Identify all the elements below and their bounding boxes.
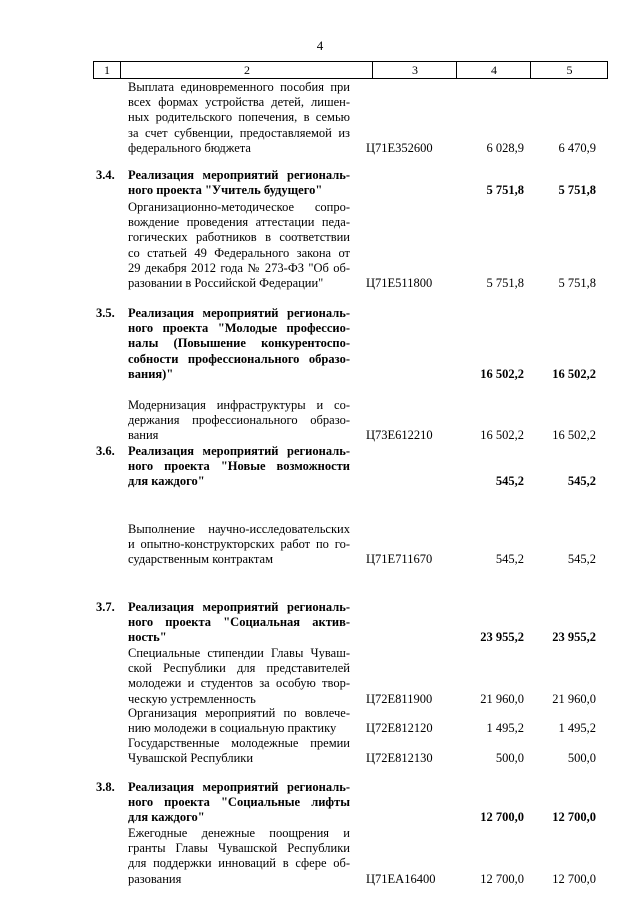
row-number: 3.8. bbox=[96, 780, 115, 794]
description-line: Организация мероприятий по вовлече- bbox=[128, 706, 350, 720]
header-cell-1: 1 bbox=[104, 63, 110, 77]
description-line: ного проекта "Социальные лифты bbox=[128, 795, 350, 810]
description-line: вождение проведения аттестации педа- bbox=[128, 215, 350, 230]
description-line: для каждого" bbox=[128, 474, 205, 489]
row-description bbox=[128, 444, 350, 490]
header-cell-3: 3 bbox=[372, 62, 457, 78]
description-line: вания bbox=[128, 428, 159, 443]
description-line: Реализация мероприятий региональ- bbox=[128, 444, 350, 458]
row-value-col4: 6 028,9 bbox=[486, 140, 524, 155]
header-cell-4: 4 bbox=[456, 62, 531, 78]
description-line: Выплата единовременного пособия при bbox=[128, 80, 350, 94]
row-value-col5: 21 960,0 bbox=[552, 691, 596, 706]
row-value-col5: 16 502,2 bbox=[552, 366, 596, 381]
row-description bbox=[128, 200, 350, 291]
row-description bbox=[128, 780, 350, 826]
description-line: и опытно-конструкторских работ по го- bbox=[128, 537, 350, 552]
row-value-col4: 5 751,8 bbox=[486, 276, 524, 290]
row-value-col5: 5 751,8 bbox=[558, 276, 596, 290]
header-cell-2: 2 bbox=[120, 62, 373, 78]
row-value-col5: 545,2 bbox=[567, 552, 596, 567]
description-line: разования bbox=[128, 871, 182, 886]
description-line: Реализация мероприятий региональ- bbox=[128, 600, 350, 614]
row-number: 3.5. bbox=[96, 306, 115, 320]
row-value-col5: 545,2 bbox=[567, 474, 596, 489]
row-description bbox=[128, 736, 350, 766]
row-value-col5: 16 502,2 bbox=[552, 428, 596, 443]
description-line: Реализация мероприятий региональ- bbox=[128, 306, 350, 320]
description-line: всех формах устройства детей, лишен- bbox=[128, 95, 350, 110]
row-code: Ц71Е511800 bbox=[366, 276, 433, 290]
row-value-col5: 6 470,9 bbox=[558, 140, 596, 155]
description-line: Государственные молодежные премии bbox=[128, 736, 350, 750]
row-code: Ц73Е612210 bbox=[366, 428, 433, 443]
row-number: 3.6. bbox=[96, 444, 115, 458]
row-description bbox=[128, 398, 350, 444]
description-line: для поддержки инноваций в сфере об- bbox=[128, 856, 350, 871]
description-line: ного проекта "Учитель будущего" bbox=[128, 183, 323, 198]
description-line: ской Республики для представителей bbox=[128, 661, 350, 676]
description-line: ческую устремленность bbox=[128, 691, 256, 706]
row-number: 3.4. bbox=[96, 168, 115, 182]
row-value-col4: 21 960,0 bbox=[480, 691, 524, 706]
row-code: Ц72Е812130 bbox=[366, 751, 433, 766]
row-value-col4: 5 751,8 bbox=[486, 183, 524, 198]
description-line: федерального бюджета bbox=[128, 140, 251, 155]
page-number: 4 bbox=[316, 38, 324, 53]
row-value-col4: 16 502,2 bbox=[480, 366, 524, 381]
description-line: ного проекта "Новые возможности bbox=[128, 459, 350, 474]
description-line: собности профессионального образо- bbox=[128, 351, 350, 366]
row-code: Ц72Е812120 bbox=[366, 721, 433, 736]
description-line: налы (Повышение конкурентоспо- bbox=[128, 336, 350, 351]
description-line: Специальные стипендии Главы Чуваш- bbox=[128, 646, 350, 660]
description-line: Чувашской Республики bbox=[128, 751, 254, 766]
description-line: Ежегодные денежные поощрения и bbox=[128, 826, 350, 840]
table-header bbox=[93, 61, 608, 79]
description-line: нию молодежи в социальную практику bbox=[128, 721, 337, 736]
row-code: Ц72Е811900 bbox=[366, 691, 433, 706]
description-line: ного проекта "Молодые профессио- bbox=[128, 321, 350, 336]
row-description bbox=[128, 706, 350, 736]
description-line: 29 декабря 2012 года № 273-ФЗ "Об об- bbox=[128, 260, 350, 275]
row-value-col4: 500,0 bbox=[495, 751, 524, 766]
description-line: для каждого" bbox=[128, 810, 205, 825]
description-line: гранты Главы Чувашской Республики bbox=[128, 841, 350, 856]
row-value-col4: 545,2 bbox=[495, 474, 524, 489]
row-code: Ц71Е352600 bbox=[366, 140, 433, 155]
description-line: Выполнение научно-исследовательских bbox=[128, 522, 350, 536]
description-line: Реализация мероприятий региональ- bbox=[128, 780, 350, 794]
row-value-col5: 500,0 bbox=[567, 751, 596, 766]
description-line: разовании в Российской Федерации" bbox=[128, 275, 324, 290]
description-line: Реализация мероприятий региональ- bbox=[128, 168, 350, 182]
row-description bbox=[128, 306, 350, 382]
row-description bbox=[128, 826, 350, 887]
description-line: Организационно-методическое сопро- bbox=[128, 200, 350, 214]
row-code: Ц71ЕА16400 bbox=[366, 871, 436, 886]
description-line: Модернизация инфраструктуры и со- bbox=[128, 398, 350, 412]
row-value-col5: 23 955,2 bbox=[552, 630, 596, 645]
row-description bbox=[128, 522, 350, 568]
row-description bbox=[128, 80, 350, 156]
row-value-col4: 545,2 bbox=[495, 552, 524, 567]
description-line: сударственным контрактам bbox=[128, 552, 273, 567]
row-value-col4: 23 955,2 bbox=[480, 630, 524, 645]
row-value-col5: 12 700,0 bbox=[552, 810, 596, 825]
description-line: со статьей 49 Федерального закона от bbox=[128, 245, 350, 260]
row-value-col4: 16 502,2 bbox=[480, 428, 524, 443]
row-description bbox=[128, 168, 350, 198]
description-line: гогических работников в соответствии bbox=[128, 230, 350, 245]
description-line: ных родительского попечения, в семью bbox=[128, 110, 350, 125]
description-line: за счет субвенции, предоставляемой из bbox=[128, 125, 350, 140]
row-value-col4: 12 700,0 bbox=[480, 810, 524, 825]
row-number: 3.7. bbox=[96, 600, 115, 614]
description-line: вания)" bbox=[128, 366, 174, 381]
description-line: молодежи и студентов за особую твор- bbox=[128, 676, 350, 691]
description-line: ного проекта "Социальная актив- bbox=[128, 615, 350, 630]
row-value-col5: 1 495,2 bbox=[558, 721, 596, 736]
row-value-col4: 12 700,0 bbox=[480, 871, 524, 886]
description-line: ность" bbox=[128, 630, 167, 645]
description-line: держания профессионального образо- bbox=[128, 413, 350, 428]
row-value-col5: 5 751,8 bbox=[558, 183, 596, 198]
row-description bbox=[128, 646, 350, 707]
row-value-col4: 1 495,2 bbox=[486, 721, 524, 736]
header-cell-5: 5 bbox=[530, 62, 608, 78]
row-code: Ц71Е711670 bbox=[366, 552, 433, 567]
row-description bbox=[128, 600, 350, 646]
row-value-col5: 12 700,0 bbox=[552, 871, 596, 886]
